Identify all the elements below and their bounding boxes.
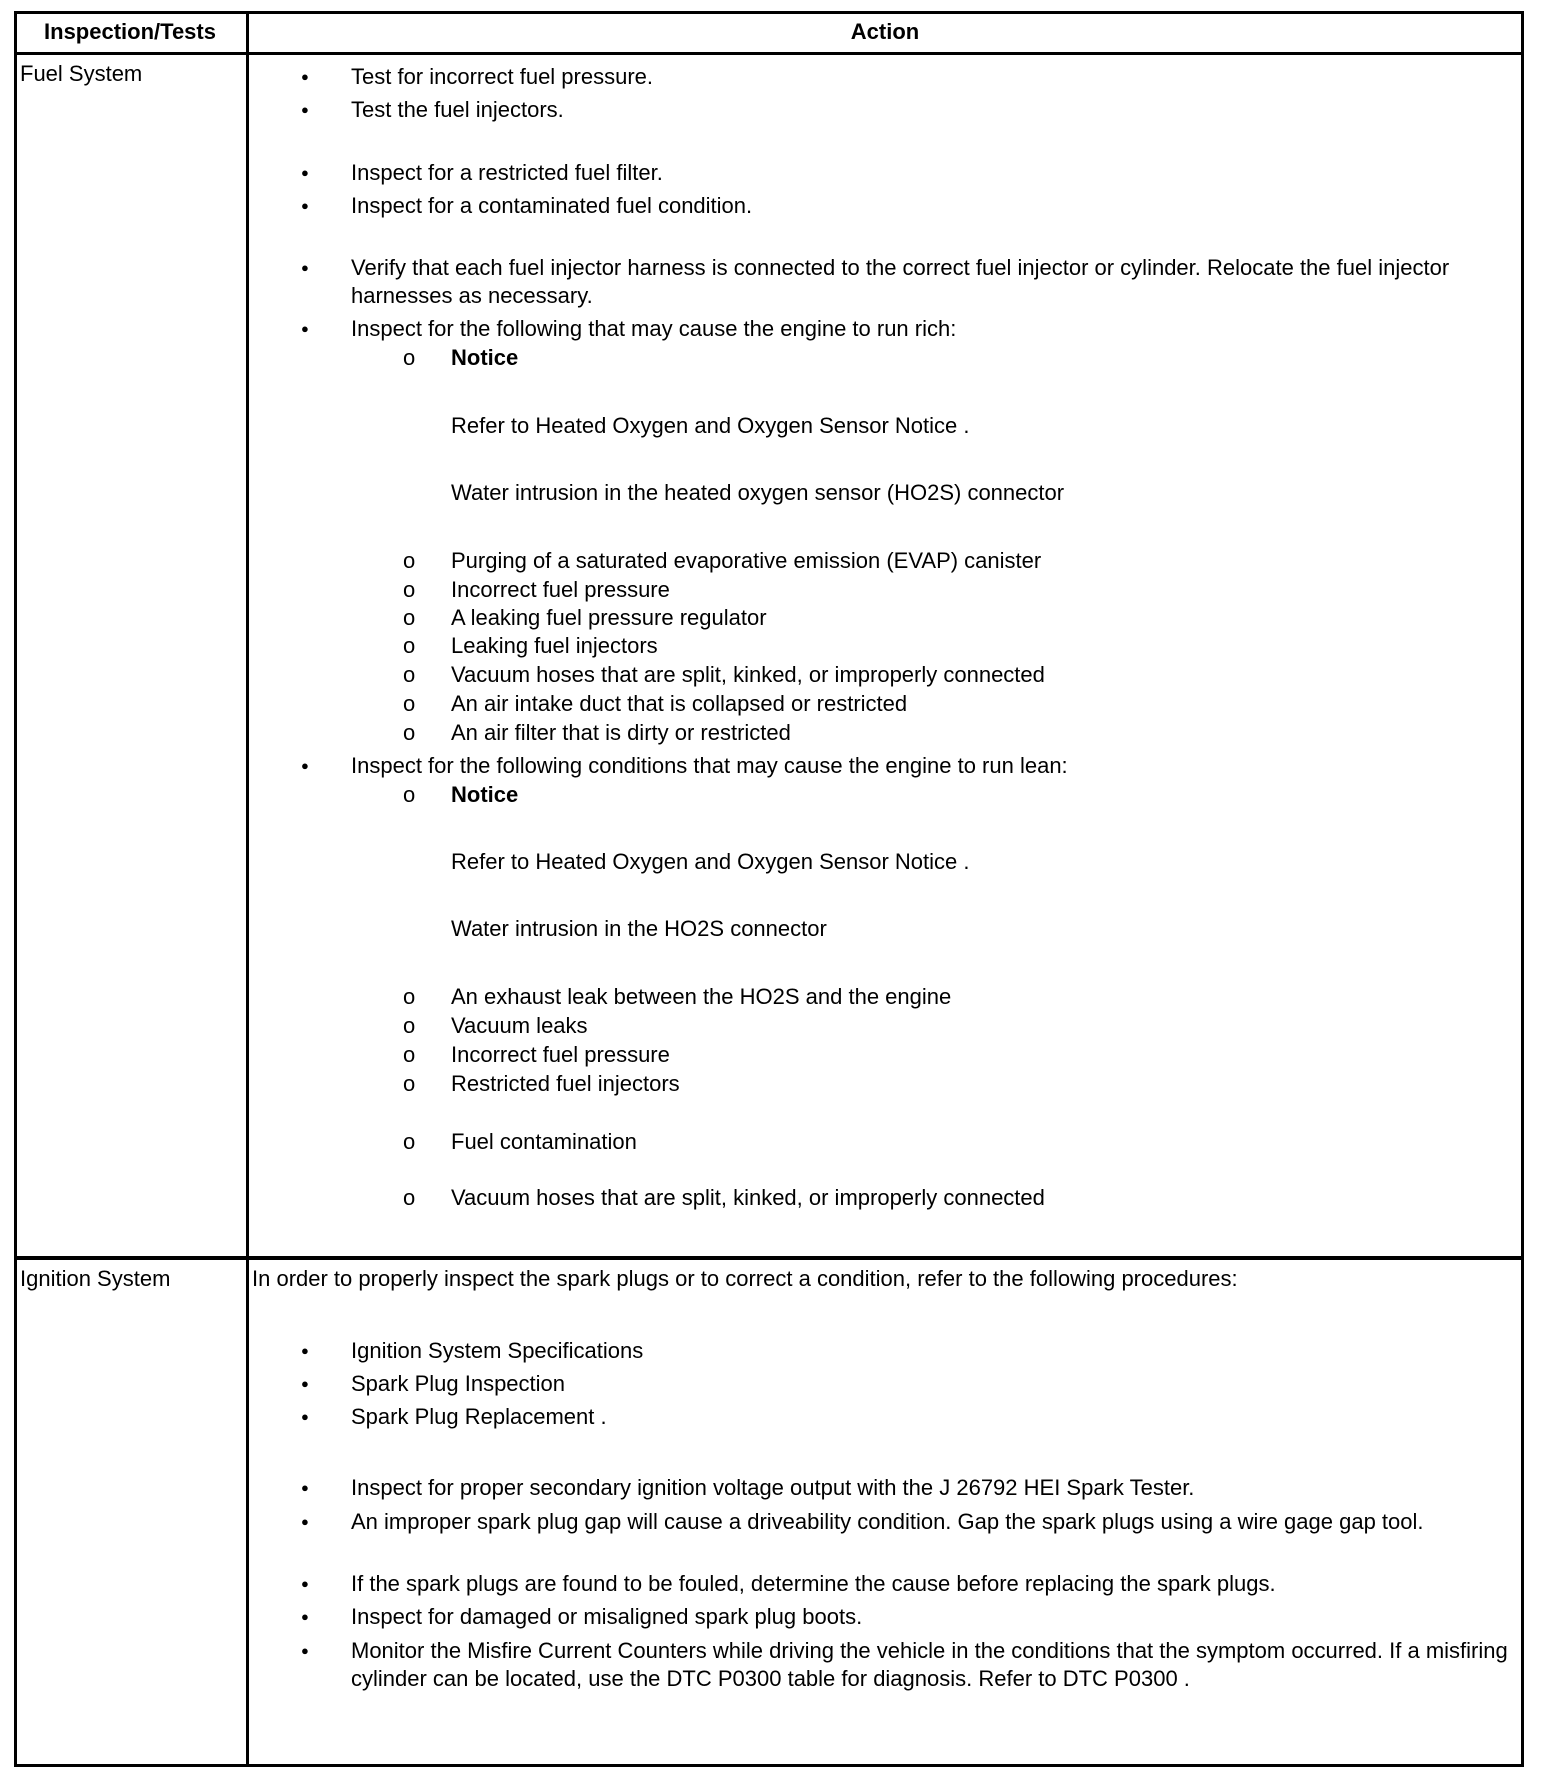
bullet-icon: ●	[301, 69, 309, 84]
circle-bullet-icon: o	[403, 691, 416, 716]
row-divider	[17, 1256, 1521, 1260]
list-item: Test for incorrect fuel pressure.	[351, 64, 654, 89]
bullet-icon: ●	[301, 758, 309, 773]
circle-bullet-icon: o	[403, 782, 416, 807]
bullet-icon: ●	[301, 1376, 309, 1391]
notice-text: Water intrusion in the HO2S connector	[451, 916, 827, 941]
sub-list-item: An air filter that is dirty or restricted	[451, 720, 791, 745]
header-divider	[17, 52, 1521, 55]
sub-list-item: An air intake duct that is collapsed or restricted	[451, 691, 908, 716]
notice-text: Refer to Heated Oxygen and Oxygen Sensor Notice .	[451, 413, 970, 438]
intro-paragraph: In order to properly inspect the spark plugs or to correct a condition, refer to the following procedures:	[252, 1266, 1238, 1291]
notice-label: Notice	[451, 345, 519, 370]
notice-label: Notice	[451, 782, 519, 807]
list-item: Verify that each fuel injector harness is connected to the correct fuel injector or cylinder. Relocate the fuel injector harnesses as necessary.	[351, 255, 1450, 308]
circle-bullet-icon: o	[403, 984, 416, 1009]
circle-bullet-icon: o	[403, 1185, 416, 1210]
circle-bullet-icon: o	[403, 720, 416, 745]
list-item: An improper spark plug gap will cause a driveability condition. Gap the spark plugs using a wire gage gap tool.	[351, 1509, 1424, 1534]
circle-bullet-icon: o	[403, 577, 416, 602]
sub-list-item: Vacuum hoses that are split, kinked, or improperly connected	[451, 662, 1045, 687]
sub-list-item: Vacuum hoses that are split, kinked, or improperly connected	[451, 1185, 1045, 1210]
sub-list-item: Incorrect fuel pressure	[451, 577, 670, 602]
sub-list-item: Leaking fuel injectors	[451, 633, 658, 658]
header-inspection-tests: Inspection/Tests	[44, 19, 216, 44]
bullet-icon: ●	[301, 1514, 309, 1529]
sub-list-item: Restricted fuel injectors	[451, 1071, 680, 1096]
circle-bullet-icon: o	[403, 548, 416, 573]
header-action: Action	[850, 19, 920, 44]
column-divider	[246, 14, 249, 1764]
list-item: Spark Plug Replacement .	[351, 1404, 607, 1429]
circle-bullet-icon: o	[403, 605, 416, 630]
sub-list-item: Purging of a saturated evaporative emission (EVAP) canister	[451, 548, 1042, 573]
bullet-icon: ●	[301, 165, 309, 180]
sub-list-item: An exhaust leak between the HO2S and the engine	[451, 984, 952, 1009]
sub-list-item: A leaking fuel pressure regulator	[451, 605, 767, 630]
bullet-icon: ●	[301, 1643, 309, 1658]
list-item: Ignition System Specifications	[351, 1338, 644, 1363]
sub-list-item: Vacuum leaks	[451, 1013, 588, 1038]
row-label: Fuel System	[20, 61, 143, 86]
list-item: Inspect for a contaminated fuel condition.	[351, 193, 753, 218]
list-item: Monitor the Misfire Current Counters while driving the vehicle in the conditions that the symptom occurred. If a misfiring cylinder can be located, use the DTC P0300 table for diagnosis. Refer to DTC P0300 .	[351, 1638, 1508, 1691]
bullet-icon: ●	[301, 102, 309, 117]
bullet-icon: ●	[301, 1409, 309, 1424]
list-item: Inspect for the following that may cause the engine to run rich:	[351, 316, 957, 341]
list-item: If the spark plugs are found to be fouled, determine the cause before replacing the spark plugs.	[351, 1571, 1276, 1596]
bullet-icon: ●	[301, 198, 309, 213]
row-label: Ignition System	[20, 1266, 171, 1291]
sub-list-item: Incorrect fuel pressure	[451, 1042, 670, 1067]
circle-bullet-icon: o	[403, 1071, 416, 1096]
notice-text: Refer to Heated Oxygen and Oxygen Sensor Notice .	[451, 849, 970, 874]
bullet-icon: ●	[301, 1480, 309, 1495]
bullet-icon: ●	[301, 1343, 309, 1358]
bullet-icon: ●	[301, 1609, 309, 1624]
notice-text: Water intrusion in the heated oxygen sensor (HO2S) connector	[451, 480, 1065, 505]
list-item: Inspect for damaged or misaligned spark plug boots.	[351, 1604, 863, 1629]
bullet-icon: ●	[301, 321, 309, 336]
circle-bullet-icon: o	[403, 662, 416, 687]
list-item: Spark Plug Inspection	[351, 1371, 566, 1396]
circle-bullet-icon: o	[403, 633, 416, 658]
circle-bullet-icon: o	[403, 1013, 416, 1038]
circle-bullet-icon: o	[403, 1042, 416, 1067]
circle-bullet-icon: o	[403, 345, 416, 370]
list-item: Test the fuel injectors.	[351, 97, 564, 122]
sub-list-item: Fuel contamination	[451, 1129, 637, 1154]
list-item: Inspect for the following conditions that may cause the engine to run lean:	[351, 753, 1068, 778]
list-item: Inspect for a restricted fuel filter.	[351, 160, 663, 185]
circle-bullet-icon: o	[403, 1129, 416, 1154]
bullet-icon: ●	[301, 260, 309, 275]
list-item: Inspect for proper secondary ignition voltage output with the J 26792 HEI Spark Tester.	[351, 1475, 1195, 1500]
bullet-icon: ●	[301, 1576, 309, 1591]
